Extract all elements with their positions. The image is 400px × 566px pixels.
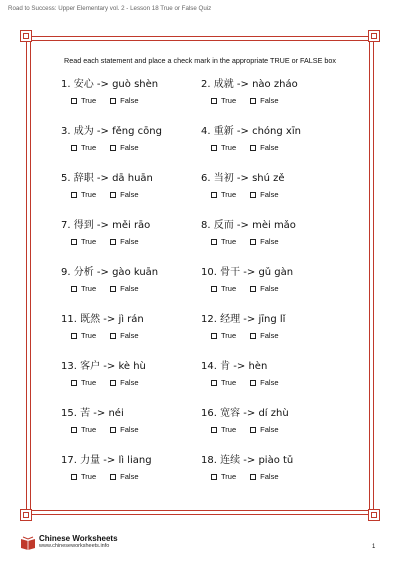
false-label: False bbox=[120, 143, 139, 152]
false-label: False bbox=[260, 284, 279, 293]
answer-options bbox=[201, 143, 341, 154]
answer-options bbox=[201, 378, 341, 389]
true-option[interactable] bbox=[211, 96, 236, 106]
question-item bbox=[61, 313, 201, 342]
false-option[interactable] bbox=[250, 96, 278, 106]
false-option[interactable] bbox=[110, 96, 138, 106]
true-label: True bbox=[221, 378, 237, 387]
false-checkbox[interactable] bbox=[250, 380, 256, 386]
question-text bbox=[61, 360, 201, 374]
question-hanzi: 客户 bbox=[80, 361, 101, 372]
true-checkbox[interactable] bbox=[211, 192, 217, 198]
frame-corner-ornament bbox=[20, 30, 32, 42]
question-pinyin: -> guò shèn bbox=[96, 79, 159, 90]
page-number: 1 bbox=[372, 544, 376, 550]
footer-url: www.chineseworksheets.info bbox=[39, 543, 110, 549]
false-label: False bbox=[120, 237, 139, 246]
answer-options bbox=[201, 237, 341, 248]
question-number: 8. bbox=[201, 220, 211, 231]
true-checkbox[interactable] bbox=[71, 192, 77, 198]
answer-options bbox=[61, 472, 201, 483]
question-hanzi: 成就 bbox=[213, 79, 234, 90]
question-pinyin: -> nào zháo bbox=[236, 79, 298, 90]
question-text bbox=[201, 407, 341, 421]
true-option[interactable] bbox=[211, 284, 236, 294]
question-item bbox=[201, 172, 341, 201]
true-checkbox[interactable] bbox=[211, 286, 217, 292]
false-option[interactable] bbox=[250, 331, 278, 341]
false-label: False bbox=[260, 378, 279, 387]
question-number: 5. bbox=[61, 173, 71, 184]
true-label: True bbox=[81, 96, 97, 105]
true-option[interactable] bbox=[71, 190, 96, 200]
question-item bbox=[61, 407, 201, 436]
question-number: 17. bbox=[61, 455, 77, 466]
true-option[interactable] bbox=[211, 190, 236, 200]
true-option[interactable] bbox=[71, 472, 96, 482]
question-hanzi: 肯 bbox=[220, 361, 231, 372]
question-text bbox=[61, 125, 201, 139]
true-label: True bbox=[81, 331, 97, 340]
question-item bbox=[201, 454, 341, 483]
false-option[interactable] bbox=[250, 425, 278, 435]
false-checkbox[interactable] bbox=[110, 192, 116, 198]
true-option[interactable] bbox=[71, 237, 96, 247]
question-pinyin: -> kè hù bbox=[103, 361, 146, 372]
question-number: 3. bbox=[61, 126, 71, 137]
question-number: 4. bbox=[201, 126, 211, 137]
question-number: 12. bbox=[201, 314, 217, 325]
false-option[interactable] bbox=[110, 425, 138, 435]
answer-options bbox=[61, 284, 201, 295]
false-label: False bbox=[260, 143, 279, 152]
frame-corner-ornament bbox=[368, 509, 380, 521]
false-label: False bbox=[120, 378, 139, 387]
question-number: 11. bbox=[61, 314, 77, 325]
question-number: 18. bbox=[201, 455, 217, 466]
question-text bbox=[61, 454, 201, 468]
question-pinyin: -> dā huān bbox=[96, 173, 153, 184]
false-label: False bbox=[260, 331, 279, 340]
question-text bbox=[201, 266, 341, 280]
false-label: False bbox=[120, 425, 139, 434]
instructions: Read each statement and place a check mark in the appropriate TRUE or FALSE box bbox=[64, 56, 336, 65]
false-checkbox[interactable] bbox=[110, 98, 116, 104]
question-hanzi: 既然 bbox=[80, 314, 101, 325]
true-label: True bbox=[81, 425, 97, 434]
false-checkbox[interactable] bbox=[250, 333, 256, 339]
false-option[interactable] bbox=[110, 378, 138, 388]
frame-corner-ornament bbox=[20, 509, 32, 521]
false-checkbox[interactable] bbox=[110, 333, 116, 339]
true-checkbox[interactable] bbox=[71, 427, 77, 433]
true-option[interactable] bbox=[211, 331, 236, 341]
true-checkbox[interactable] bbox=[71, 380, 77, 386]
question-item bbox=[201, 125, 341, 154]
question-text bbox=[201, 78, 341, 92]
question-text bbox=[61, 266, 201, 280]
false-checkbox[interactable] bbox=[250, 98, 256, 104]
question-hanzi: 宽容 bbox=[220, 408, 241, 419]
question-number: 2. bbox=[201, 79, 211, 90]
question-text bbox=[61, 219, 201, 233]
question-text bbox=[61, 78, 201, 92]
true-checkbox[interactable] bbox=[211, 380, 217, 386]
question-pinyin: -> jīng lǐ bbox=[243, 314, 286, 325]
question-item bbox=[61, 219, 201, 248]
false-label: False bbox=[260, 237, 279, 246]
question-hanzi: 骨干 bbox=[220, 267, 241, 278]
answer-options bbox=[201, 472, 341, 483]
true-label: True bbox=[81, 237, 97, 246]
false-option[interactable] bbox=[250, 237, 278, 247]
true-label: True bbox=[81, 472, 97, 481]
question-text bbox=[201, 172, 341, 186]
false-checkbox[interactable] bbox=[250, 474, 256, 480]
question-pinyin: -> chóng xīn bbox=[236, 126, 301, 137]
true-checkbox[interactable] bbox=[71, 145, 77, 151]
false-checkbox[interactable] bbox=[250, 239, 256, 245]
false-label: False bbox=[120, 96, 139, 105]
question-hanzi: 分析 bbox=[73, 267, 94, 278]
false-label: False bbox=[260, 96, 279, 105]
frame-corner-ornament bbox=[368, 30, 380, 42]
question-item bbox=[201, 313, 341, 342]
answer-options bbox=[61, 237, 201, 248]
true-option[interactable] bbox=[211, 143, 236, 153]
question-pinyin: -> fěng cōng bbox=[96, 126, 162, 137]
question-item bbox=[201, 78, 341, 107]
question-hanzi: 反而 bbox=[213, 220, 234, 231]
question-pinyin: -> shú zě bbox=[236, 173, 285, 184]
footer-brand: Chinese Worksheets bbox=[39, 534, 118, 543]
true-label: True bbox=[221, 143, 237, 152]
false-label: False bbox=[120, 190, 139, 199]
answer-options bbox=[61, 190, 201, 201]
false-checkbox[interactable] bbox=[110, 239, 116, 245]
question-pinyin: -> gǔ gàn bbox=[243, 267, 294, 278]
false-checkbox[interactable] bbox=[110, 286, 116, 292]
true-option[interactable] bbox=[211, 425, 236, 435]
question-hanzi: 安心 bbox=[73, 79, 94, 90]
true-label: True bbox=[221, 472, 237, 481]
question-text bbox=[201, 454, 341, 468]
true-checkbox[interactable] bbox=[211, 427, 217, 433]
true-label: True bbox=[81, 143, 97, 152]
question-item bbox=[61, 78, 201, 107]
question-item bbox=[201, 360, 341, 389]
question-text bbox=[61, 313, 201, 327]
question-number: 15. bbox=[61, 408, 77, 419]
question-item bbox=[61, 172, 201, 201]
false-option[interactable] bbox=[250, 190, 278, 200]
question-pinyin: -> lì liang bbox=[103, 455, 152, 466]
true-checkbox[interactable] bbox=[211, 239, 217, 245]
question-item bbox=[61, 360, 201, 389]
false-option[interactable] bbox=[110, 143, 138, 153]
question-number: 1. bbox=[61, 79, 71, 90]
true-option[interactable] bbox=[71, 425, 96, 435]
answer-options bbox=[201, 96, 341, 107]
question-pinyin: -> néi bbox=[93, 408, 124, 419]
false-option[interactable] bbox=[110, 237, 138, 247]
true-label: True bbox=[221, 237, 237, 246]
true-label: True bbox=[221, 284, 237, 293]
false-option[interactable] bbox=[110, 284, 138, 294]
false-checkbox[interactable] bbox=[250, 192, 256, 198]
false-option[interactable] bbox=[110, 331, 138, 341]
false-label: False bbox=[120, 331, 139, 340]
footer-logo bbox=[20, 534, 118, 550]
answer-options bbox=[201, 425, 341, 436]
question-text bbox=[61, 172, 201, 186]
false-label: False bbox=[260, 190, 279, 199]
question-item bbox=[201, 407, 341, 436]
question-hanzi: 辞职 bbox=[73, 173, 94, 184]
true-option[interactable] bbox=[211, 378, 236, 388]
false-option[interactable] bbox=[110, 190, 138, 200]
answer-options bbox=[201, 331, 341, 342]
true-option[interactable] bbox=[71, 143, 96, 153]
question-number: 9. bbox=[61, 267, 71, 278]
false-option[interactable] bbox=[250, 472, 278, 482]
true-checkbox[interactable] bbox=[211, 333, 217, 339]
true-label: True bbox=[81, 378, 97, 387]
question-pinyin: -> mèi mǎo bbox=[236, 220, 296, 231]
true-option[interactable] bbox=[71, 284, 96, 294]
question-text bbox=[201, 313, 341, 327]
false-option[interactable] bbox=[250, 143, 278, 153]
answer-options bbox=[61, 378, 201, 389]
false-checkbox[interactable] bbox=[250, 145, 256, 151]
true-option[interactable] bbox=[211, 237, 236, 247]
answer-options bbox=[201, 190, 341, 201]
question-item bbox=[201, 219, 341, 248]
true-checkbox[interactable] bbox=[211, 98, 217, 104]
true-option[interactable] bbox=[71, 378, 96, 388]
answer-options bbox=[61, 143, 201, 154]
true-checkbox[interactable] bbox=[71, 98, 77, 104]
question-hanzi: 当初 bbox=[213, 173, 234, 184]
false-label: False bbox=[120, 284, 139, 293]
question-pinyin: -> měi rāo bbox=[96, 220, 151, 231]
question-hanzi: 得到 bbox=[73, 220, 94, 231]
question-text bbox=[201, 360, 341, 374]
question-text bbox=[61, 407, 201, 421]
question-pinyin: -> piào tǔ bbox=[243, 455, 294, 466]
false-checkbox[interactable] bbox=[250, 286, 256, 292]
true-option[interactable] bbox=[71, 96, 96, 106]
true-checkbox[interactable] bbox=[71, 333, 77, 339]
answer-options bbox=[61, 96, 201, 107]
question-item bbox=[61, 454, 201, 483]
question-item bbox=[201, 266, 341, 295]
false-label: False bbox=[260, 425, 279, 434]
question-item bbox=[61, 266, 201, 295]
false-label: False bbox=[260, 472, 279, 481]
true-checkbox[interactable] bbox=[71, 474, 77, 480]
question-number: 16. bbox=[201, 408, 217, 419]
answer-options bbox=[201, 284, 341, 295]
header-title: Road to Success: Upper Elementary vol. 2 - Lesson 18 True or False Quiz bbox=[8, 5, 212, 12]
question-number: 13. bbox=[61, 361, 77, 372]
book-logo-icon bbox=[20, 535, 36, 549]
question-text bbox=[201, 125, 341, 139]
true-label: True bbox=[81, 284, 97, 293]
true-label: True bbox=[221, 331, 237, 340]
true-label: True bbox=[221, 96, 237, 105]
question-text bbox=[201, 219, 341, 233]
false-option[interactable] bbox=[250, 378, 278, 388]
question-hanzi: 经理 bbox=[220, 314, 241, 325]
false-option[interactable] bbox=[250, 284, 278, 294]
false-checkbox[interactable] bbox=[110, 474, 116, 480]
question-number: 6. bbox=[201, 173, 211, 184]
true-checkbox[interactable] bbox=[211, 474, 217, 480]
question-pinyin: -> gào kuān bbox=[96, 267, 159, 278]
question-hanzi: 重新 bbox=[213, 126, 234, 137]
false-label: False bbox=[120, 472, 139, 481]
false-checkbox[interactable] bbox=[250, 427, 256, 433]
question-hanzi: 连续 bbox=[220, 455, 241, 466]
false-option[interactable] bbox=[110, 472, 138, 482]
false-checkbox[interactable] bbox=[110, 380, 116, 386]
true-checkbox[interactable] bbox=[211, 145, 217, 151]
false-checkbox[interactable] bbox=[110, 427, 116, 433]
false-checkbox[interactable] bbox=[110, 145, 116, 151]
question-pinyin: -> hèn bbox=[233, 361, 268, 372]
true-checkbox[interactable] bbox=[71, 239, 77, 245]
question-hanzi: 力量 bbox=[80, 455, 101, 466]
question-hanzi: 苦 bbox=[80, 408, 91, 419]
true-label: True bbox=[221, 425, 237, 434]
answer-options bbox=[61, 425, 201, 436]
question-number: 14. bbox=[201, 361, 217, 372]
answer-options bbox=[61, 331, 201, 342]
question-pinyin: -> jì rán bbox=[103, 314, 144, 325]
question-pinyin: -> dí zhù bbox=[243, 408, 289, 419]
true-checkbox[interactable] bbox=[71, 286, 77, 292]
true-label: True bbox=[221, 190, 237, 199]
question-hanzi: 成为 bbox=[73, 126, 94, 137]
true-label: True bbox=[81, 190, 97, 199]
question-number: 10. bbox=[201, 267, 217, 278]
true-option[interactable] bbox=[71, 331, 96, 341]
true-option[interactable] bbox=[211, 472, 236, 482]
question-number: 7. bbox=[61, 220, 71, 231]
question-item bbox=[61, 125, 201, 154]
